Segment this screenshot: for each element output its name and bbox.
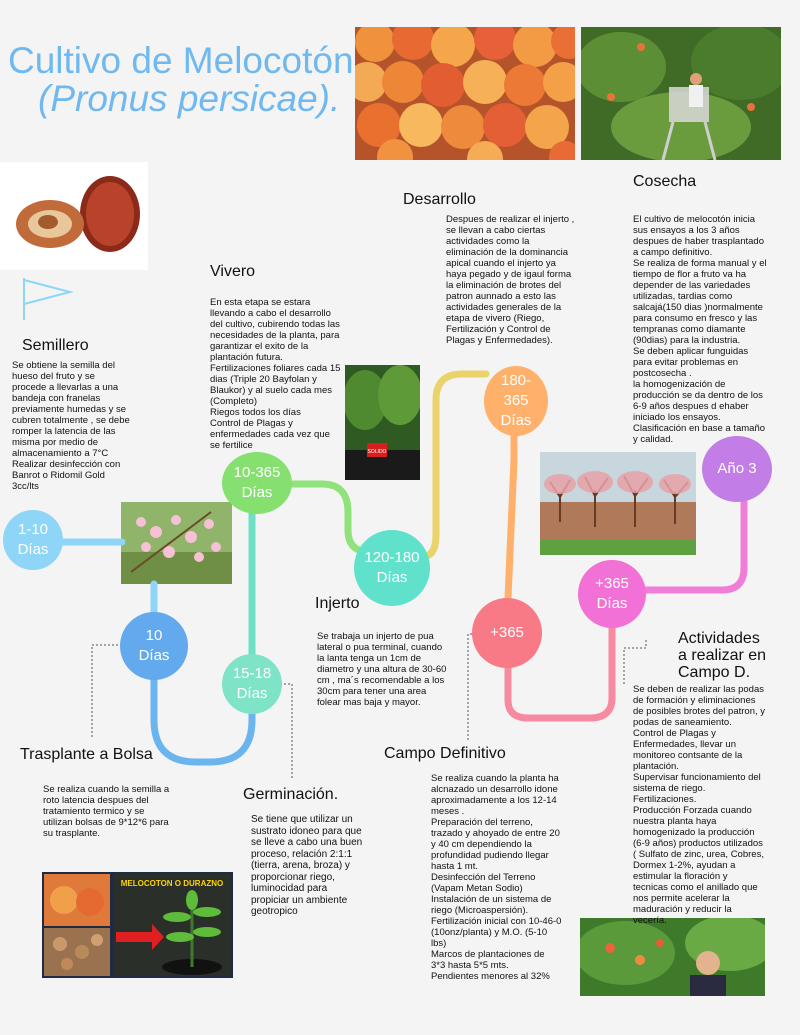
- node-label: 1-10 Días: [17, 521, 49, 558]
- node-label: +365 Días: [595, 575, 629, 612]
- node-120-180-dias: [354, 530, 430, 606]
- vivero-heading: Vivero: [210, 263, 256, 280]
- trasplante-heading: Trasplante a Bolsa: [20, 746, 153, 763]
- node-15-18-dias: [222, 654, 282, 714]
- node-10-365-dias: [222, 452, 292, 514]
- node-180-365-dias: [484, 366, 548, 436]
- nursery-sign: SOLIDO: [367, 449, 387, 455]
- injerto-heading: Injerto: [315, 595, 360, 612]
- node-label: 10 Días: [138, 627, 170, 664]
- desarrollo-heading: Desarrollo: [403, 191, 476, 208]
- cosecha-heading: Cosecha: [633, 173, 697, 190]
- campo-definitivo-text: Se realiza cuando la planta ha alcnazado un desarrollo idone aproximadamente a los 12-14 meses . Preparación del terreno, trazado y ahoyado de entre 20 y 40 cm dependiendo la profundidad pudiendo llegar hasta 1 mt. Desinfección del Terreno (Vapam Metan Sodio) Instalación de un sistema de riego (Microaspersión). Fertilización inicial con 10-46-0 (10onz/planta) y M.O. (5-10 lbs) Marcos de plantaciones de 3*3 hasta 5*5 mts. Pendientes menores al 32%: [431, 773, 562, 982]
- campo-definitivo-heading: Campo Definitivo: [384, 745, 506, 762]
- desarrollo-text: Despues de realizar el injerto , se llevan a cabo ciertas actividades como la eliminación de la dominancia apical cuando el injerto ya haya pegado y de igaul forma la eliminación de brotes del patron aunnado a esto las actividades generales de la etapa de vivero (Riego, Fertilización y Control de Plagas y Enfermedades).: [446, 214, 575, 346]
- node-label: 180- 365 Días: [500, 372, 532, 429]
- node-1-10-dias: [3, 510, 63, 570]
- node-10-dias: [120, 612, 188, 680]
- node-label: +365: [490, 624, 524, 641]
- page-subtitle: (Pronus persicae).: [38, 78, 341, 119]
- node-label: 15-18 Días: [232, 665, 272, 702]
- cosecha-text: El cultivo de melocotón inicia sus ensayos a los 3 años despues de haber trasplantado a campo definitivo. Se realiza de forma manual y el tiempo de flor a fruto va ha depender de las variedades utilizadas, tardias como salcajá(150 dias )normalmente para consumo en fresco y las tempranas como diamante (90dias) para la industria. Se deben aplicar funguidas para evitar problemas en postcosecha . la homogenización de producción se da dentro de los 6-9 años despues d ehaber iniciado los ensayos. Clasificación en base a tamaño y calidad.: [633, 214, 767, 445]
- trasplante-text: Se realiza cuando la semilla a roto latencia despues del tratamiento termico y se utilizan bolsas de 9*12*6 para su trasplante.: [43, 784, 170, 839]
- node-label: 10-365 Días: [233, 464, 281, 501]
- node-ano-3: [702, 436, 772, 502]
- page-title: Cultivo de Melocotón: [8, 40, 354, 81]
- germinacion-heading: Germinación.: [243, 786, 339, 803]
- actividades-text: Se deben de realizar las podas de formación y eliminaciones de posibles brotes del patron, y podas de saneamiento. Control de Plagas y Enfermedades, llevar un monitoreo contsante de la plantación. Supervisar funcionamiento del sistema de riego. Fertilizaciones. Producción Forzada cuando nuestra planta haya homogenizado la producción (6-9 años) productos utilizados ( Sulfato de zinc, urea, Cobres, Dormex 1-2%, ayudan a estimular la floración y tecnicas como el anillado que nos permite acelerar la maduración y reducir la vecería.: [633, 684, 766, 926]
- banner-title: MELOCOTON O DURAZNO: [120, 879, 224, 888]
- germinacion-text: Se tiene que utilizar un sustrato idoneo para que se lleve a cabo una buen proceso, relación 2:1:1 (tierra, arena, broza) y proporcionar riego, luminocidad para propiciar un ambiente geotropico: [251, 814, 363, 917]
- semillero-heading: Semillero: [22, 337, 89, 354]
- semillero-text: Se obtiene la semilla del hueso del fruto y se procede a llevarlas a una bandeja con franelas previamente humedas y se cubren totalmente , se debe romper la latencia de las misma por medio de almacenamiento a 7°C Realizar desinfección con Banrot o Ridomil Gold 3cc/lts: [12, 360, 130, 492]
- node-label: Año 3: [717, 460, 757, 477]
- injerto-text: Se trabaja un injerto de pua lateral o pua terminal, cuando la lanta tenga un 1cm de diametro y una altura de 30-60 cm , ma´s recomendable a los 30cm para tener una area folear mas baja y mayor.: [317, 631, 447, 708]
- actividades-heading: Actividades a realizar en Campo D.: [678, 630, 767, 681]
- flag-icon: [24, 278, 70, 320]
- vivero-text: En esta etapa se estara llevando a cabo el desarrollo del cultivo, cubirendo todas las necesidades de la planta, para garantizar el exito de la plantación futura. Fertilizaciones foliares cada 15 dias (Triple 20 Bayfolan y Blaukor) y al suelo cada mes (Completo) Riegos todos los días Control de Plagas y enfermedades cada vez que se fertilice: [210, 297, 341, 451]
- node-label: 120-180 Días: [364, 549, 420, 586]
- node-365-dias: [578, 560, 646, 628]
- node-365: [472, 598, 542, 668]
